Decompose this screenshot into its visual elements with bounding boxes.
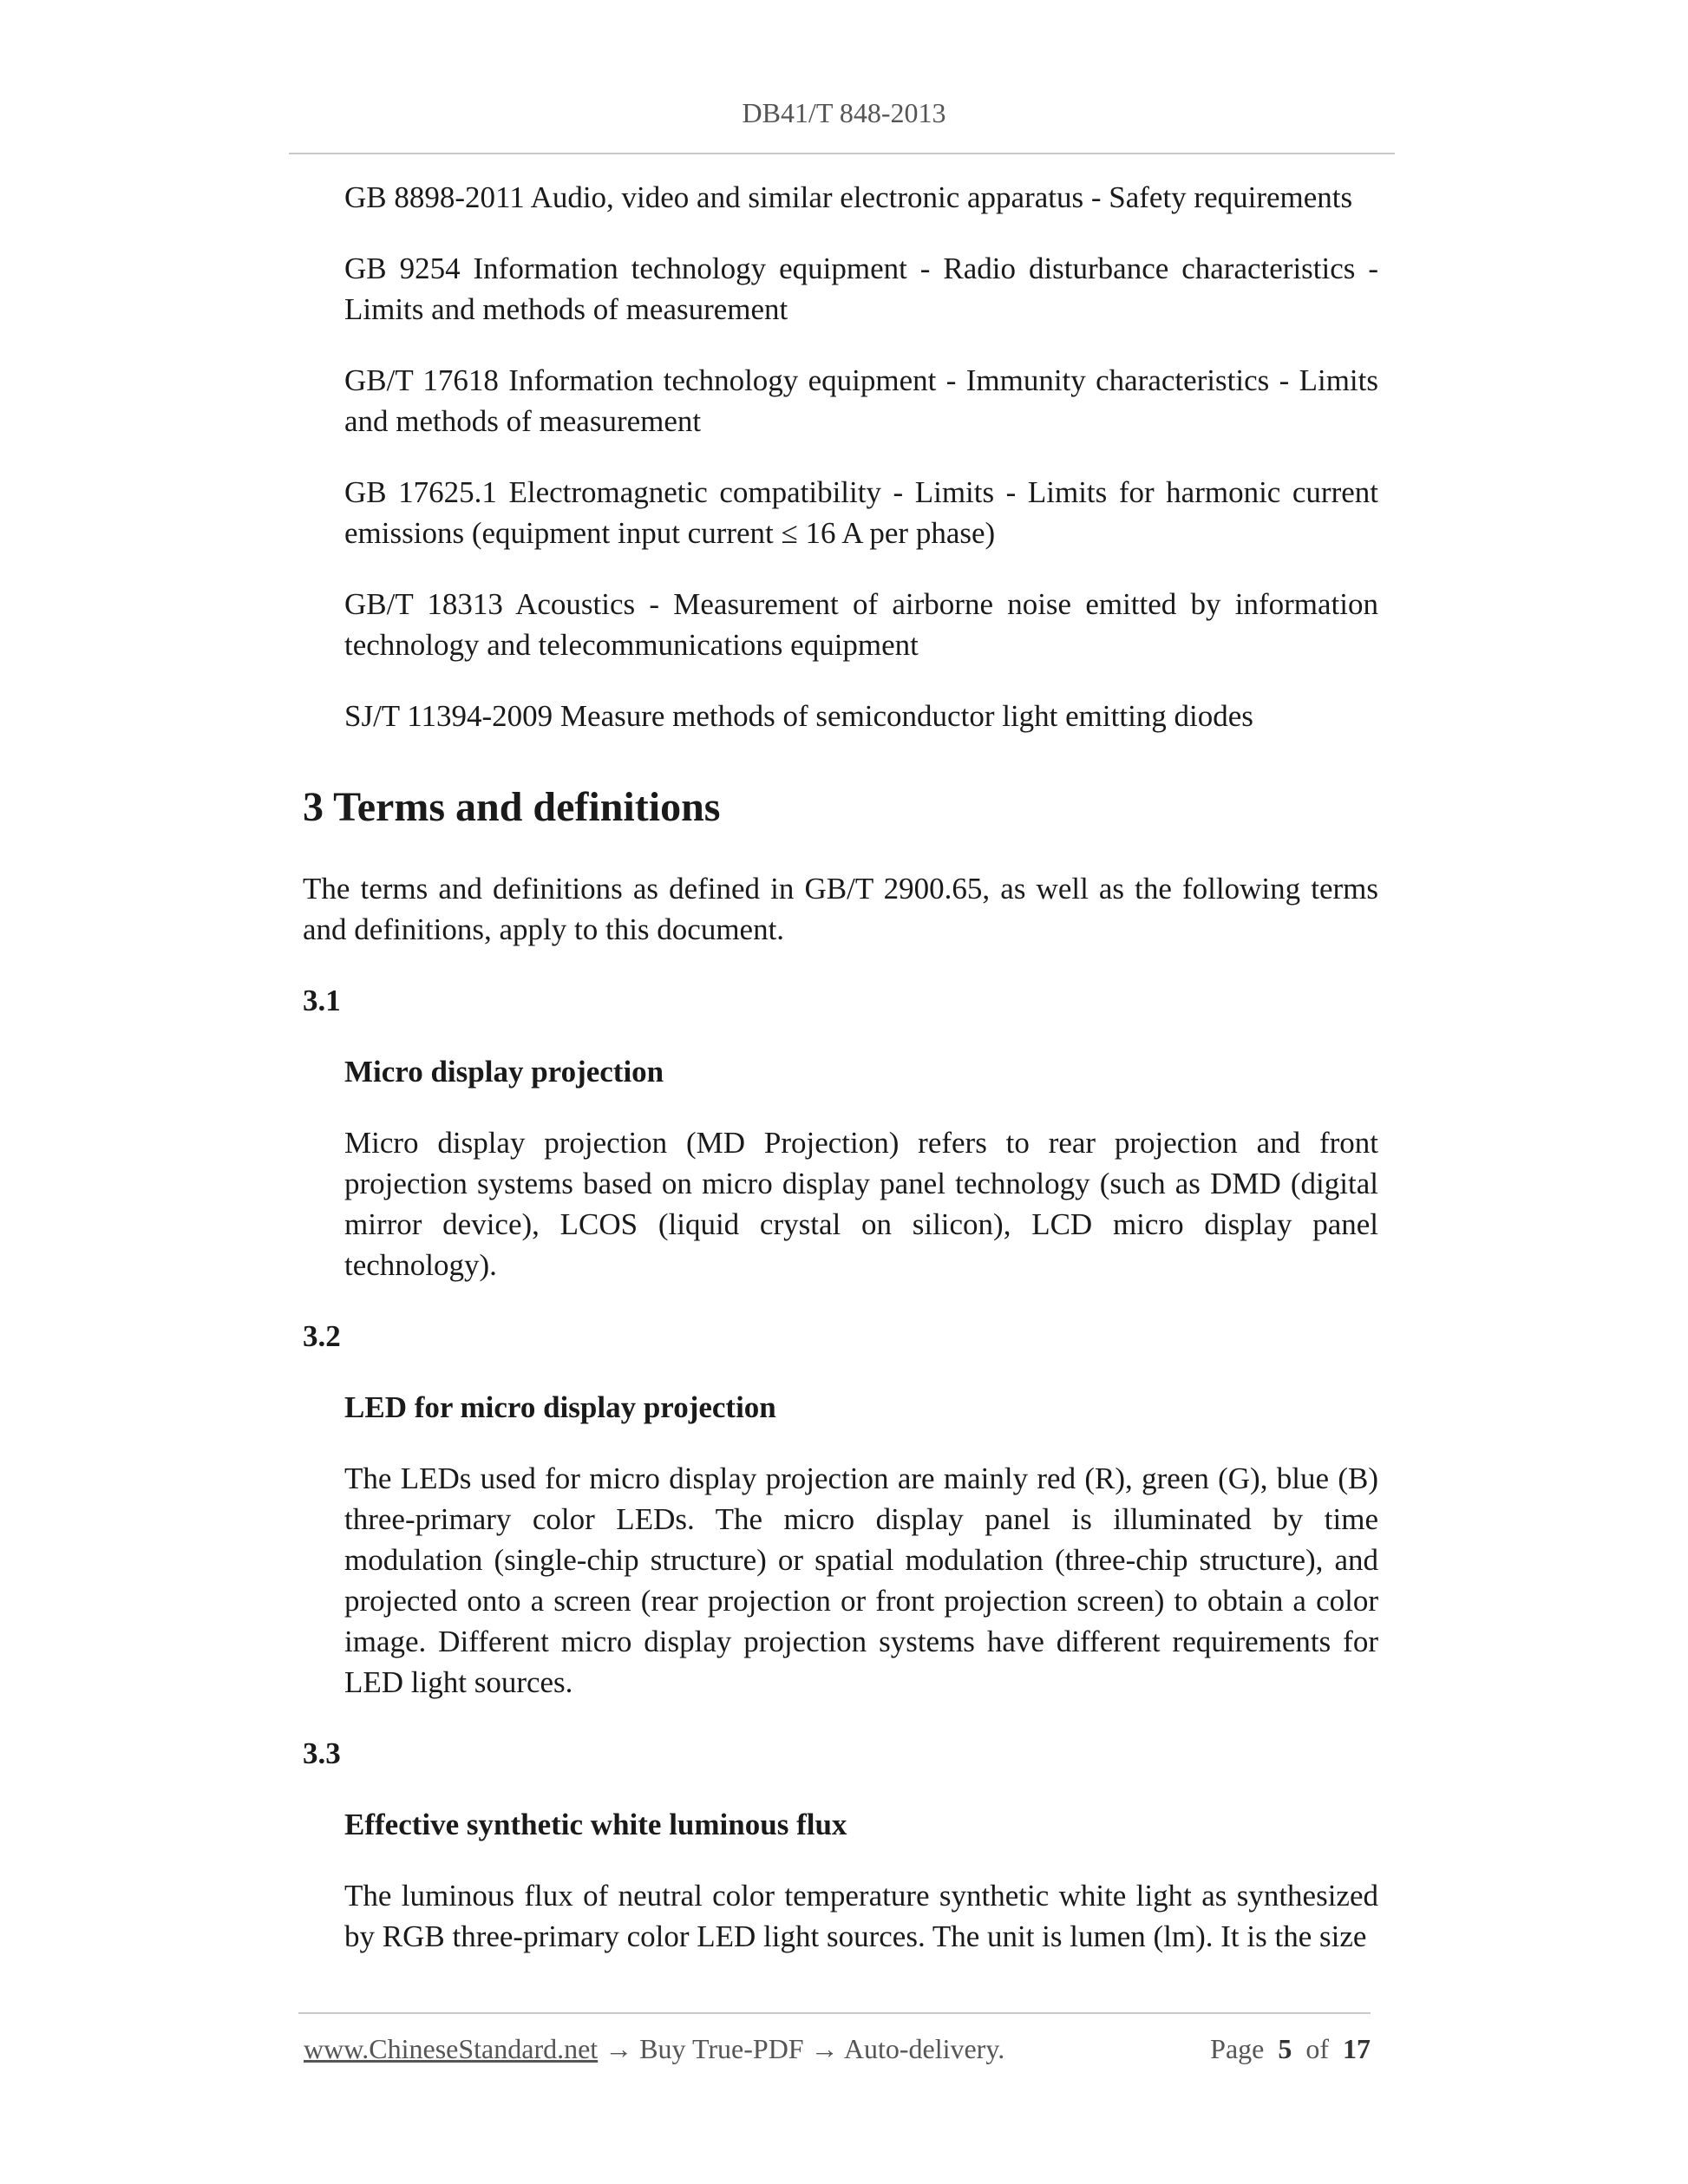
term-title: LED for micro display projection [344, 1390, 776, 1424]
section-intro: The terms and definitions as defined in GB/T 2900.65, as well as the following terms and definitions, apply to this document. [303, 872, 1378, 946]
term-definition: The luminous flux of neutral color temperature synthetic white light as synthesized by RGB three-primary color LED light sources. The unit is lumen (lm). It is the size [344, 1879, 1378, 1953]
auto-delivery-text: Auto-delivery. [843, 2033, 1005, 2064]
page-content [303, 177, 1378, 1957]
page-number: 5 [1278, 2033, 1292, 2064]
reference-item: GB/T 18313 Acoustics - Measurement of airborne noise emitted by information technology and telecommunications equipment [344, 587, 1378, 662]
normative-references-list [303, 177, 1378, 736]
reference-item: GB 9254 Information technology equipment - Radio disturbance characteristics - Limits and methods of measurement [344, 252, 1378, 326]
term-title: Micro display projection [344, 1055, 664, 1089]
website-link[interactable]: www.ChineseStandard.net [304, 2033, 599, 2064]
section-heading: 3 Terms and definitions [303, 784, 721, 830]
term-entry [303, 980, 1378, 1285]
term-number: 3.3 [303, 1736, 341, 1770]
term-number: 3.2 [303, 1319, 341, 1353]
term-definition: The LEDs used for micro display projection are mainly red (R), green (G), blue (B) three-primary color LEDs. The micro display panel is illuminated by time modulation (single-chip structure) or spatial modulation (three-chip structure), and projected onto a screen (rear projection or front projection screen) to obtain a color image. Different micro display projection systems have different requirements for LED light sources. [344, 1461, 1378, 1699]
running-header: DB41/T 848-2013 [742, 97, 946, 128]
term-title: Effective synthetic white luminous flux [344, 1808, 847, 1841]
of-label: of [1305, 2033, 1329, 2064]
reference-item: GB 17625.1 Electromagnetic compatibility - Limits - Limits for harmonic current emissions (equipment input current ≤ 16 A per phase) [344, 475, 1378, 550]
term-number: 3.1 [303, 984, 341, 1017]
page-label: Page [1210, 2033, 1265, 2064]
term-entry [303, 1316, 1378, 1703]
header-divider [289, 153, 1395, 154]
term-definition: Micro display projection (MD Projection) refers to rear projection and front projection systems based on micro display panel technology (such as DMD (digital mirror device), LCOS (liquid crystal on silicon), LCD micro display panel technology). [344, 1126, 1378, 1282]
footer-promo [304, 2030, 1004, 2068]
arrow-right-icon: → [810, 2033, 839, 2064]
footer-divider [298, 2012, 1371, 2014]
reference-item: GB 8898-2011 Audio, video and similar electronic apparatus - Safety requirements [344, 180, 1353, 214]
reference-item: GB/T 17618 Information technology equipment - Immunity characteristics - Limits and methods of measurement [344, 363, 1378, 438]
term-entry [303, 1733, 1378, 1957]
reference-item: SJ/T 11394-2009 Measure methods of semiconductor light emitting diodes [344, 699, 1253, 733]
arrow-right-icon: → [605, 2033, 633, 2064]
total-pages: 17 [1343, 2033, 1371, 2064]
page-indicator [1210, 2030, 1371, 2068]
buy-pdf-text: Buy True-PDF [639, 2033, 804, 2064]
